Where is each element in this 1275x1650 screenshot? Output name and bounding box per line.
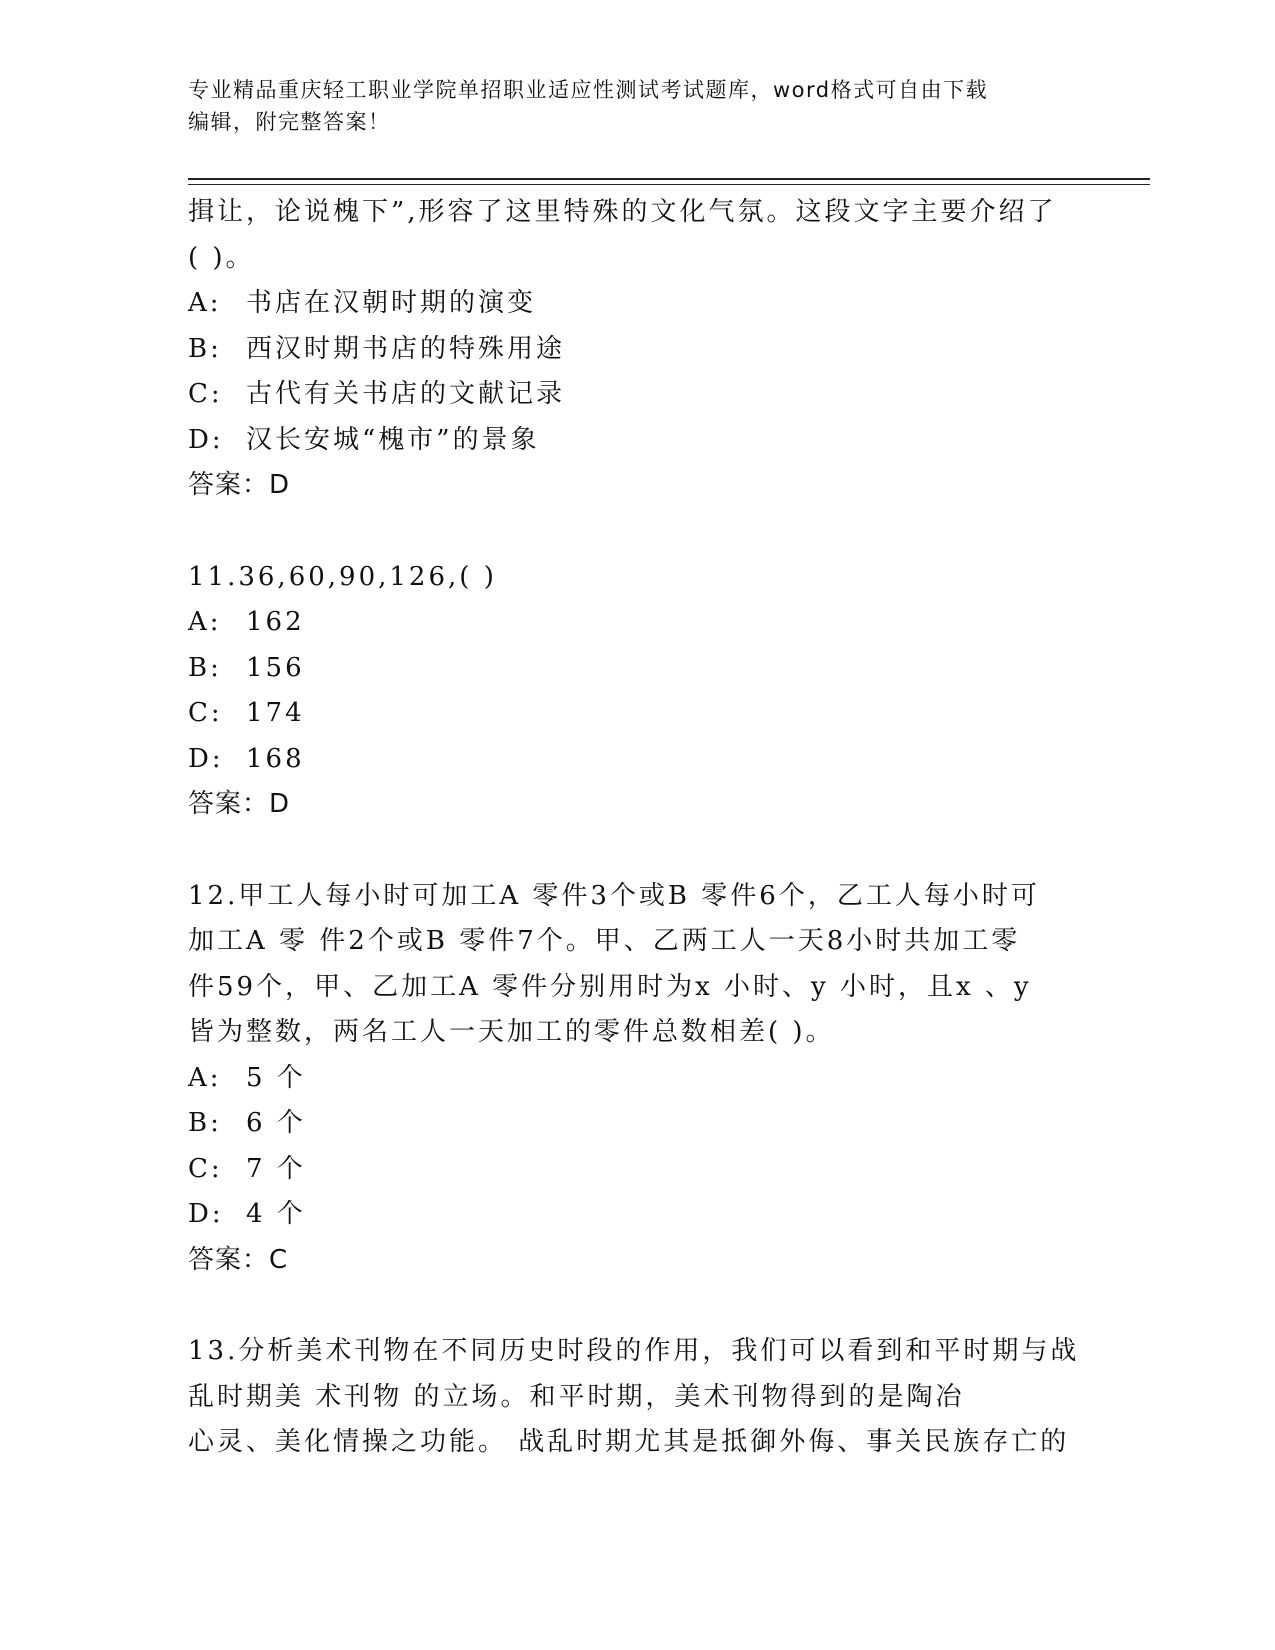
option-b: [188, 646, 1088, 692]
option-text: 6 个: [246, 1108, 306, 1138]
answer-line: 答案：D: [188, 470, 291, 500]
option-key: A:: [188, 607, 222, 637]
option-a: [188, 600, 1088, 646]
header-line-1: 专业精品重庆轻工职业学院单招职业适应性测试考试题库，word格式可自由下载: [188, 78, 989, 102]
option-key: D:: [188, 1199, 224, 1229]
option-text: 162: [246, 607, 305, 637]
option-d: [188, 418, 1088, 464]
option-text: 4 个: [246, 1199, 306, 1229]
question-stem-line: 心灵、美化情操之功能。 战乱时期尤其是抵御外侮、事关民族存亡的: [188, 1427, 1070, 1457]
question-12: [188, 874, 1088, 1284]
option-c: [188, 372, 1088, 418]
option-key: D:: [188, 743, 224, 774]
question-stem-line: ( )。: [188, 242, 255, 273]
option-text: 书店在汉朝时期的演变: [246, 288, 537, 318]
question-stem-line: 揖让，论说槐下”,形容了这里特殊的文化气氛。这段文字主要介绍了: [188, 197, 1057, 227]
answer-line: 答案：D: [188, 789, 291, 819]
question-stem-line: 乱时期美 术刊物 的立场。和平时期，美术刊物得到的是陶冶: [188, 1381, 965, 1412]
option-key: A:: [188, 288, 222, 318]
option-key: B:: [188, 1108, 222, 1138]
question-content: [188, 190, 1088, 1466]
option-c: [188, 1147, 1088, 1193]
option-text: 156: [246, 652, 305, 683]
option-b: [188, 327, 1088, 373]
header-rule: [188, 178, 1150, 180]
question-stem-line: 13.分析美术刊物在不同历史时段的作用，我们可以看到和平时期与战: [188, 1336, 1080, 1366]
answer-line: 答案：C: [188, 1244, 289, 1275]
option-text: 5 个: [246, 1062, 306, 1093]
option-c: [188, 691, 1088, 737]
question-stem-line: 11.36,60,90,126,( ): [188, 561, 497, 592]
option-d: [188, 1192, 1088, 1238]
question-stem-line: 件59个，甲、乙加工A 零件分别用时为x 小时、y 小时，且x 、y: [188, 971, 1032, 1002]
option-text: 168: [246, 743, 305, 774]
option-b: [188, 1101, 1088, 1147]
document-header: [188, 74, 1088, 138]
option-d: [188, 737, 1088, 783]
option-text: 古代有关书店的文献记录: [246, 379, 566, 409]
option-text: 7 个: [246, 1153, 306, 1184]
option-text: 174: [246, 698, 305, 728]
question-stem-line: 加工A 零 件2个或B 零件7个。甲、乙两工人一天8小时共加工零: [188, 926, 1021, 956]
question-10: [188, 190, 1088, 509]
option-text: 汉长安城“槐市”的景象: [246, 424, 540, 455]
option-key: B:: [188, 652, 222, 683]
option-key: C:: [188, 1153, 223, 1184]
question-stem-line: 皆为整数，两名工人一天加工的零件总数相差( )。: [188, 1017, 835, 1047]
option-key: B:: [188, 333, 222, 364]
header-rule-thin: [188, 184, 1150, 185]
option-key: C:: [188, 379, 223, 409]
option-key: A:: [188, 1062, 222, 1093]
question-11: [188, 555, 1088, 828]
question-stem-line: 12.甲工人每小时可加工A 零件3个或B 零件6个，乙工人每小时可: [188, 880, 1040, 911]
option-text: 西汉时期书店的特殊用途: [246, 333, 566, 364]
option-a: [188, 281, 1088, 327]
question-13: [188, 1329, 1088, 1466]
header-line-2: 编辑，附完整答案！: [188, 110, 391, 134]
option-a: [188, 1056, 1088, 1102]
option-key: D:: [188, 424, 224, 455]
option-key: C:: [188, 698, 223, 728]
